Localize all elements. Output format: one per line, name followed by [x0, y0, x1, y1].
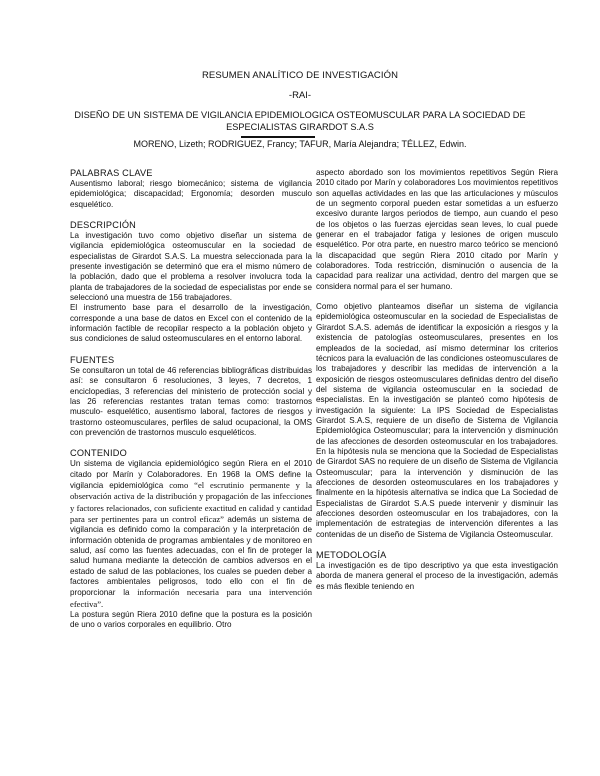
document-code: -RAI-: [288, 90, 312, 101]
left-column: [70, 168, 312, 631]
description-paragraph-2: El instrumento base para el desarrollo de la investigación, corresponde a una base de datos en Excel con el contenido de la información factible de recopilar respecto a la población objeto y sus condiciones de salud osteomusculares en el entorno laboral.: [70, 303, 312, 344]
right-column: [316, 168, 558, 592]
content-paragraph-1: [70, 459, 312, 610]
description-heading: DESCRIPCIÓN: [70, 220, 137, 231]
content-quote-end: información necesaria para una intervención efectiva”.: [70, 587, 312, 609]
content-paragraph-2: La postura según Riera 2010 define que la postura es la posición de uno o varios corporales en equilibrio. Otro: [70, 610, 312, 630]
document-type: RESUMEN ANALÍTICO DE INVESTIGACIÓN: [201, 70, 399, 81]
sources-text: Se consultaron un total de 46 referencias bibliográficas distribuidas así: se consultaron 6 resoluciones, 3 leyes, 7 decretos, 1 enciclopedias, 3 referencias del ministerio de protección social y las 26 referencias restantes tratan temas como: trastornos musculo- esquelético, ausentismo laboral, factores de riesgos y trastorno osteomusculares, perfiles de salud ocupacional, la OMS con prevención de trastornos musculo esqueléticos.: [70, 365, 312, 437]
content-quote: como “el escrutinio permanente y la observación activa de la distribución y propagación de las infecciones y factores relacionados, con suficiente exactitud en calidad y cantidad para ser pertinentes para un control eficaz”: [70, 479, 312, 524]
paper-title: DISEÑO DE UN SISTEMA DE VIGILANCIA EPIDEMIOLOGICA OSTEOMUSCULAR PARA LA SOCIEDAD DE ESPECIALISTAS GIRARDOT S.A.S: [74, 110, 526, 132]
keywords-text: Ausentismo laboral; riesgo biomecánico; sistema de vigilancia epidemiológica; discapacidad; Ergonomía; desorden musculo esquelético.: [70, 179, 312, 209]
methodology-heading: METODOLOGÍA: [316, 550, 387, 561]
methodology-text: La investigación es de tipo descriptivo ya que esta investigación aborda de manera general el proceso de la investigación, además es más flexible teniendo en: [316, 561, 558, 591]
keywords-heading: PALABRAS CLAVE: [70, 168, 153, 178]
title-divider: [241, 136, 315, 138]
content-text-a: Un sistema de vigilancia epidemiológico según Riera en el 2010 citado por Marín y Colaboradores. En 1968 la OMS define la vigilancia epidemiológica: [70, 459, 312, 490]
sources-heading: FUENTES: [70, 354, 115, 365]
author-list: MORENO, Lizeth; RODRIGUEZ, Francy; TAFUR, María Alejandra; TÉLLEZ, Edwin.: [133, 139, 467, 149]
description-paragraph-1: La investigación tuvo como objetivo diseñar un sistema de vigilancia epidemiológica osteomuscular en la sociedad de especialistas de Girardot S.A.S. La muestra seleccionada para la presente investigación se determinó que era el mismo número de la población, dado que el problema a resolver involucra toda la planta de trabajadores de la sociedad de especialistas por ende se seleccionó una muestra de 156 trabajadores.: [70, 231, 312, 303]
content-heading: CONTENIDO: [70, 448, 127, 459]
content-paragraph-4: Como objetivo planteamos diseñar un sistema de vigilancia epidemiológica osteomuscular en la sociedad de Especialistas de Girardot S.A.S. además de identificar la exposición a riesgos y la existencia de patologías osteomusculares, presentes en los empleados de la sociedad, así mismo determinar los criterios técnicos para la evaluación de las condiciones osteomusculares de los trabajadores y describir las medidas de intervención a la exposición de riesgos osteomusculares definidas dentro del diseño del sistema de vigilancia osteomuscular en la sociedad de especialistas. En la investigación se planteó como hipótesis de investigación la siguiente: La IPS Sociedad de Especialistas Girardot S.A.S, requiere de un diseño de Sistema de Vigilancia Epidemiológica Osteomuscular; para la intervención y disminución de las afecciones de desorden osteomuscular en los trabajadores. En la hipótesis nula se menciona que la Sociedad de Especialistas de Girardot SAS no requiere de un diseño de Sistema de Vigilancia Osteomuscular; para la intervención y disminución de las afecciones de desorden osteomusculares en los trabajadores y finalmente en la hipótesis alternativa se indica que La Sociedad de Especialistas de Girardot S.A.S puede intervenir y disminuir las afecciones desorden osteomuscular en los trabajadores, con la implementación de estrategias de intervención diferentes a las contenidas de un diseño de Sistema de Vigilancia Osteomuscular.: [316, 302, 558, 539]
content-paragraph-3: aspecto abordado son los movimientos repetitivos Según Riera 2010 citado por Marín y colaboradores Los movimientos repetitivos son aquellas actividades en las que las articulaciones y músculos de un segmento corporal pueden estar sometidas a un esfuerzo excesivo durante largos periodos de tiempo, aun cuando el peso de los objetos o las fuerzas ejercidas sean leves, lo cual puede generar en el trabajador fatiga y lesiones de origen musculo esquelético. Por otra parte, en nuestro marco teórico se mencionó la discapacidad que según Riera 2010 citado por Marín y colaboradores. Toda restricción, disminución o ausencia de la capacidad para realizar una actividad, dentro del margen que se considera normal para el ser humano.: [316, 168, 558, 291]
content-text-c: además un sistema de vigilancia es definido como la comparación y la interpretación de información obtenida de programas ambientales y de monitoreo en salud, así como las fuentes adecuadas, con el fin de proteger la salud humana mediante la detección de cambios adversos en el estado de salud de las poblaciones, los cuales se pueden deber a factores ambientales peligrosos, todo ello con el fin de proporcionar la: [70, 514, 313, 598]
